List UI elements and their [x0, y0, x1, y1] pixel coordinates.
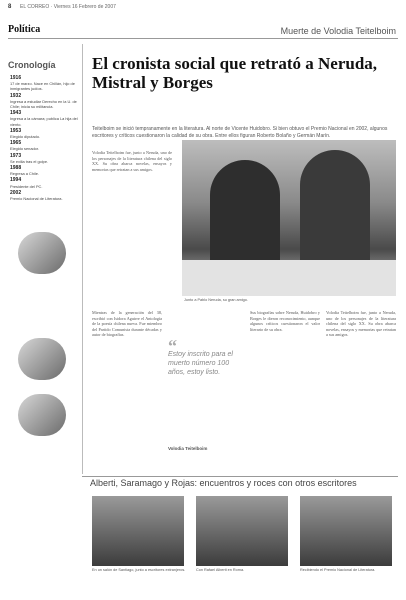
- related-caption: En un salón de Santiago, junto a escritores extranjeros.: [92, 568, 186, 572]
- chronology-year: 1943: [10, 110, 22, 117]
- body-column: Mientras de la generación del 38, escribió con Isidora Aguirre el Antología de la poesía chilena nueva. Fue miembro del Partido Comunista durante décadas y autor de biografías.: [92, 310, 162, 338]
- chronology-year: 1965: [10, 140, 22, 147]
- chronology-year: 2002: [10, 189, 22, 196]
- photo-caption: Junto a Pablo Neruda, su gran amigo.: [184, 298, 248, 302]
- chronology-year: 1932: [10, 92, 22, 99]
- page-number: 8: [8, 4, 12, 10]
- portrait-photo: [18, 338, 66, 380]
- headline: El cronista social que retrató a Neruda, Mistral y Borges: [92, 54, 378, 92]
- body-column: Volodia Teitelboim fue, junto a Neruda, uno de los personajes de la literatura chilena del siglo XX. Su obra abarca novelas, ensayos y memorias que retratan a sus amigos.: [92, 150, 172, 172]
- chronology-year: 1916: [10, 75, 22, 81]
- chronology-text: Ingresa a estudiar Derecho en la U. de Chile; inicia su militancia.: [10, 98, 77, 110]
- body-column: Sus biografías sobre Neruda, Huidobro y Borges le dieron reconocimiento, aunque algunos críticos cuestionaron el valor literario de su obra.: [250, 310, 320, 332]
- section-name: Política: [8, 24, 41, 35]
- chronology-title: Cronología: [8, 60, 56, 70]
- article-kicker: Muerte de Volodia Teitelboim: [280, 26, 396, 36]
- related-photo: [300, 496, 392, 566]
- chronology-year: 1988: [10, 165, 22, 172]
- related-photo: [92, 496, 184, 566]
- chronology-text: Elegido diputado.: [10, 134, 41, 140]
- chronology-list: [10, 74, 80, 201]
- header-rule: [8, 38, 398, 39]
- related-photo: [196, 496, 288, 566]
- chronology-text: Regresa a Chile.: [10, 171, 39, 177]
- chronology-text: Premio Nacional de Literatura.: [10, 196, 63, 202]
- portrait-photo: [18, 232, 66, 274]
- photo-table: [182, 260, 396, 296]
- chronology-text: Ingresa a la cámara; publica La hija del viento.: [10, 116, 78, 127]
- chronology-year: 1973: [10, 152, 22, 159]
- portrait-photo: [18, 394, 66, 436]
- related-caption: Recibiendo el Premio Nacional de Literatura.: [300, 568, 376, 572]
- pull-quote: Estoy inscrito para el muerto número 100 años, estoy listo.: [168, 351, 233, 376]
- body-column: Volodia Teitelboim fue, junto a Neruda, uno de los personajes de la literatura chilena del siglo XX. Su obra abarca novelas, ensayos y memorias que retratan a sus amigos.: [326, 310, 396, 338]
- related-caption: Con Rafael Alberti en Roma.: [196, 568, 245, 572]
- chronology-text: 17 de marzo. Nace en Chillán, hijo de inmigrantes judíos.: [10, 81, 75, 92]
- chronology-text: Se exilia tras el golpe.: [10, 158, 49, 164]
- chronology-text: Presidente del PC.: [10, 183, 43, 189]
- standfirst: Teitelboim se inició tempranamente en la literatura. Al norte de Vicente Huidobro. Si bien obtuvo el Premio Nacional en 2002, algunos escritores y críticos cuestionaron la calidad de su obra. Entre ellos figuran Roberto Bolaño y Germán Marín.: [92, 126, 388, 139]
- chronology-year: 1953: [10, 127, 22, 134]
- chronology-year: 1994: [10, 177, 22, 184]
- quote-mark: “: [168, 336, 177, 356]
- chronology-text: Elegido senador.: [10, 146, 39, 152]
- publication-date: EL CORREO · Viernes 16 Febrero de 2007: [20, 4, 116, 10]
- related-story-title: Alberti, Saramago y Rojas: encuentros y roces con otros escritores: [90, 478, 357, 488]
- quote-attribution: Volodia Teitelboim: [168, 446, 208, 451]
- main-photo: [182, 140, 396, 296]
